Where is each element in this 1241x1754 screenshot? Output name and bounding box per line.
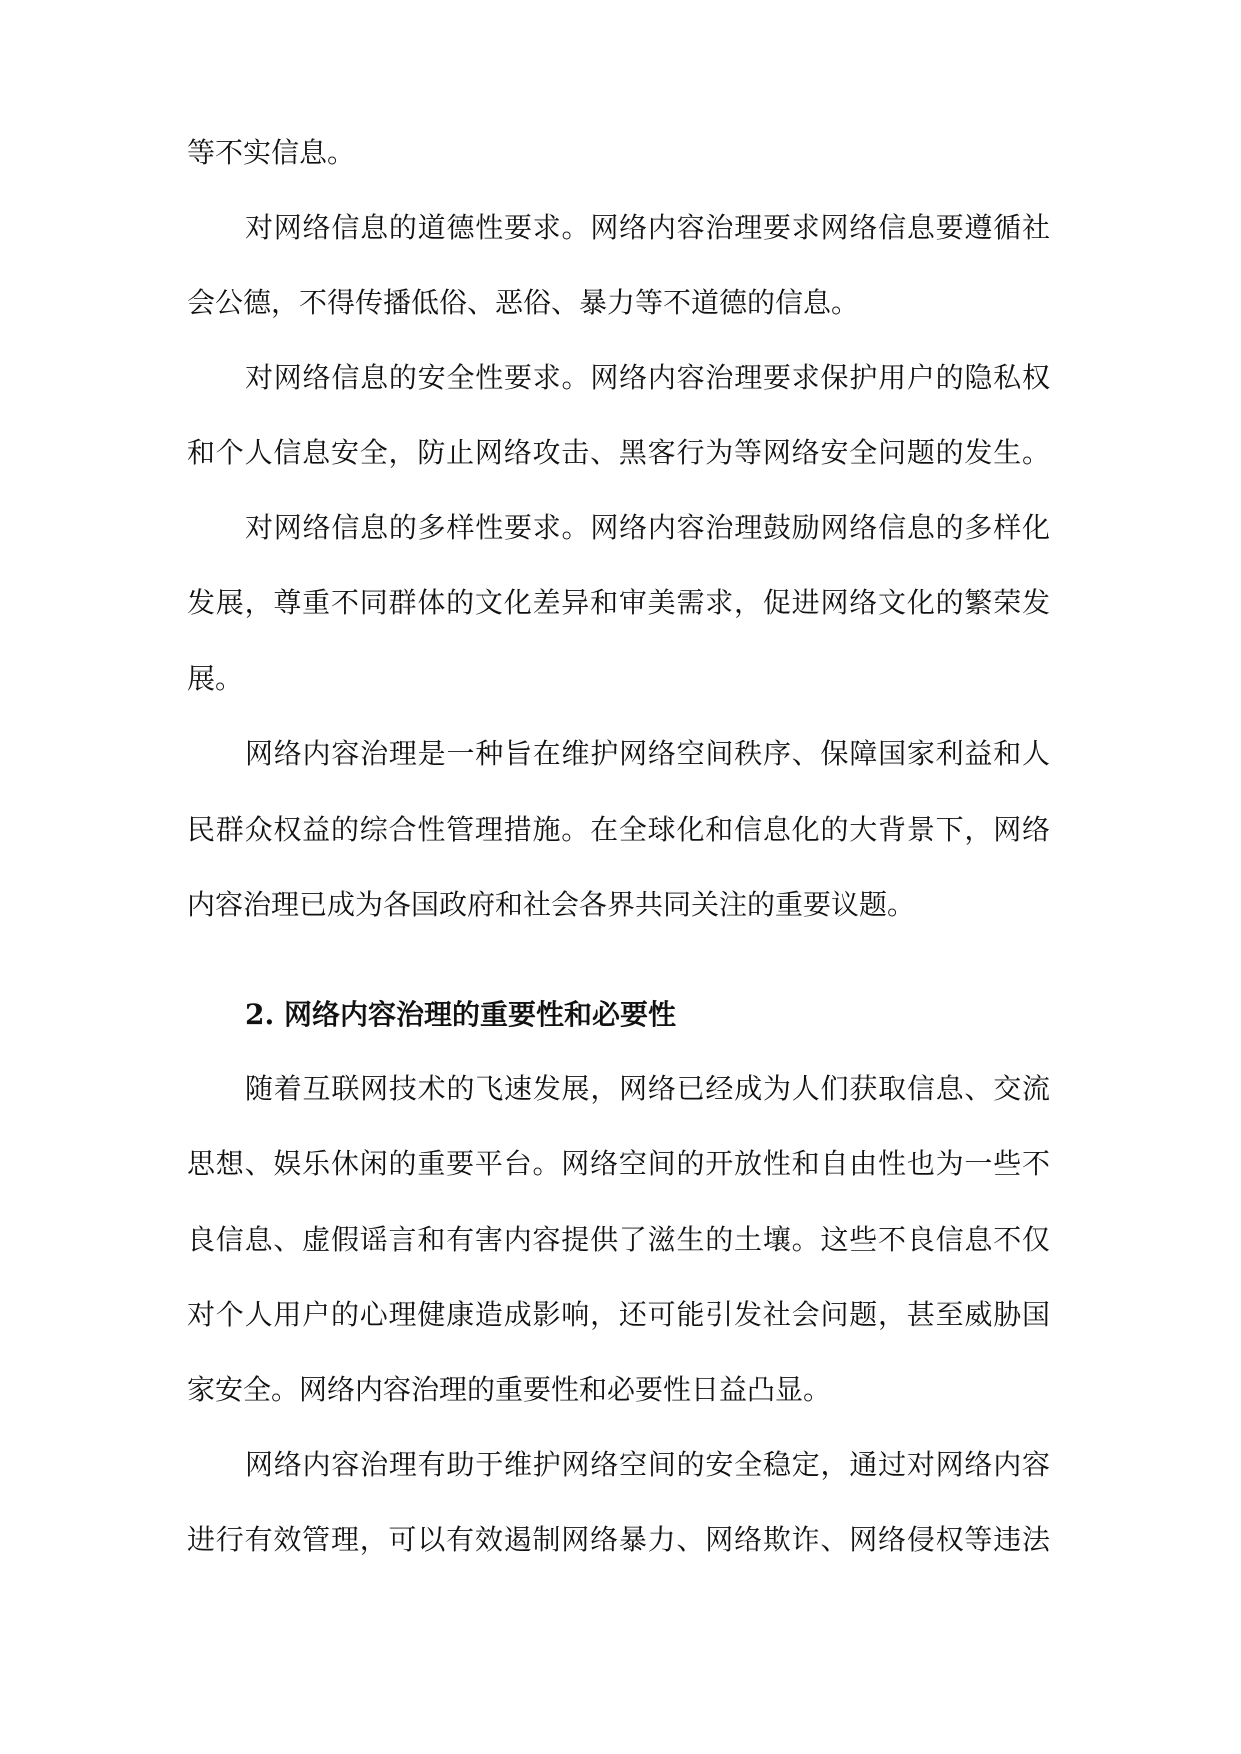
paragraph-start: 对网络信息的安全性要求。网络内容治理要求保护用户的隐私权 — [245, 361, 1050, 394]
text-line: 思想、娱乐休闲的重要平台。网络空间的开放性和自由性也为一些不 — [187, 1147, 1050, 1180]
text-line: 发展，尊重不同群体的文化差异和审美需求，促进网络文化的繁荣发 — [187, 586, 1050, 619]
text-line: 良信息、虚假谣言和有害内容提供了滋生的土壤。这些不良信息不仅 — [187, 1223, 1050, 1256]
text-line: 会公德，不得传播低俗、恶俗、暴力等不道德的信息。 — [187, 286, 860, 319]
paragraph-start: 网络内容治理有助于维护网络空间的安全稳定，通过对网络内容 — [245, 1448, 1050, 1481]
text-line: 进行有效管理，可以有效遏制网络暴力、网络欺诈、网络侵权等违法 — [187, 1523, 1050, 1556]
text-line: 民群众权益的综合性管理措施。在全球化和信息化的大背景下，网络 — [187, 813, 1050, 846]
paragraph-start: 对网络信息的道德性要求。网络内容治理要求网络信息要遵循社 — [245, 211, 1050, 244]
text-line: 内容治理已成为各国政府和社会各界共同关注的重要议题。 — [187, 888, 916, 921]
paragraph-start: 网络内容治理是一种旨在维护网络空间秩序、保障国家利益和人 — [245, 737, 1050, 770]
text-line: 展。 — [187, 662, 244, 695]
paragraph-start: 随着互联网技术的飞速发展，网络已经成为人们获取信息、交流 — [245, 1072, 1050, 1105]
paragraph-start: 对网络信息的多样性要求。网络内容治理鼓励网络信息的多样化 — [245, 511, 1050, 544]
section-heading: 2. 网络内容治理的重要性和必要性 — [245, 998, 676, 1031]
text-line: 等不实信息。 — [187, 136, 356, 169]
text-line: 家安全。网络内容治理的重要性和必要性日益凸显。 — [187, 1373, 832, 1406]
text-line: 和个人信息安全，防止网络攻击、黑客行为等网络安全问题的发生。 — [187, 436, 1050, 469]
text-line: 对个人用户的心理健康造成影响，还可能引发社会问题，甚至威胁国 — [187, 1298, 1050, 1331]
